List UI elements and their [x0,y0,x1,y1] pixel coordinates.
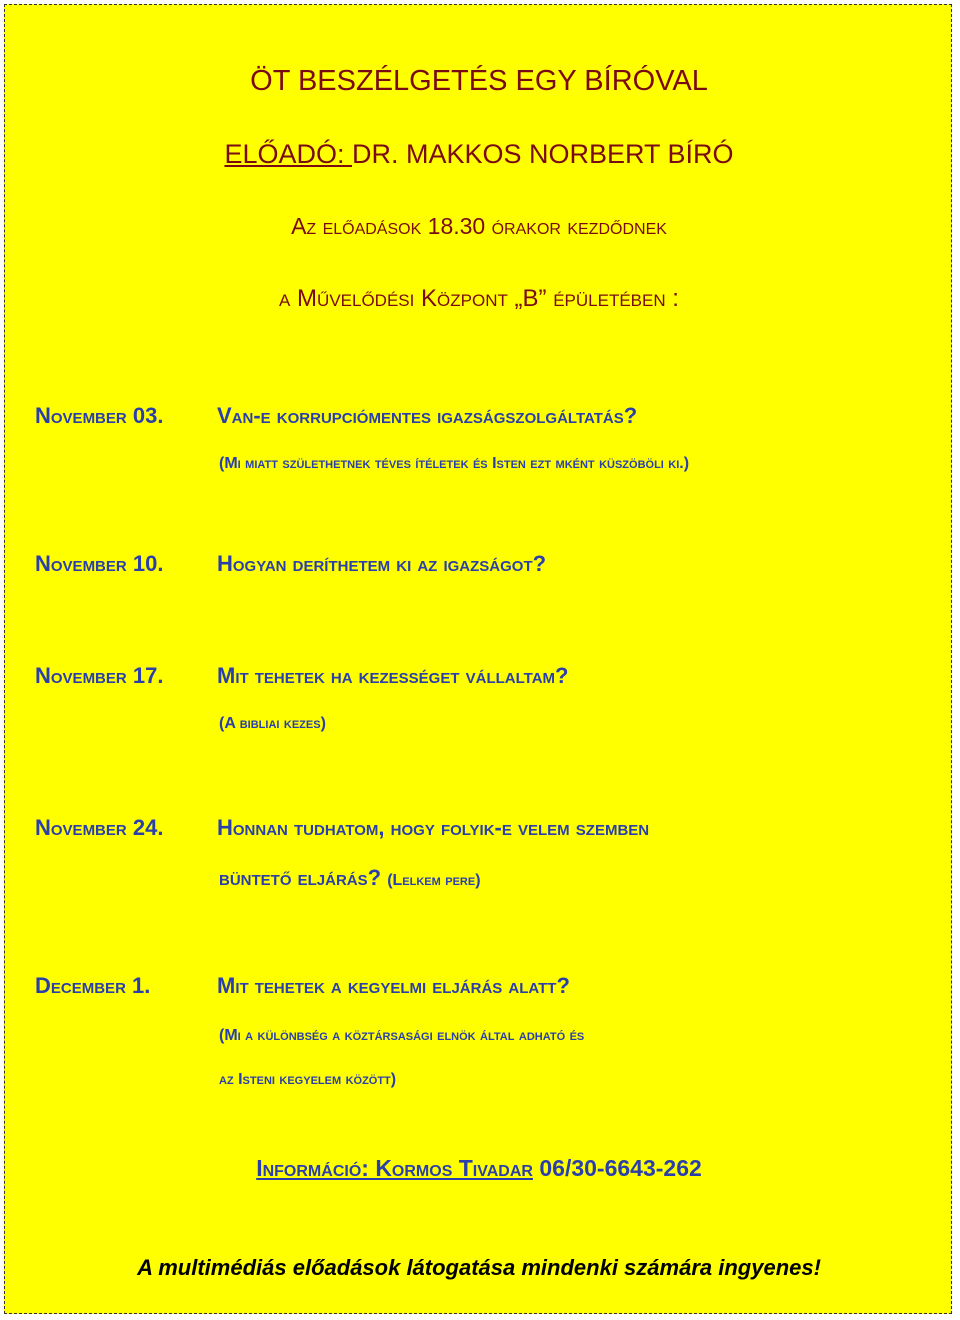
footer-note: A multimédiás előadások látogatása mindenki számára ingyenes! [137,1255,821,1280]
session-date: December 1. [35,973,151,998]
session-1 [35,403,637,429]
presenter-line [5,139,953,170]
session-title-continued: büntető eljárás? [219,865,382,890]
session-4-title-line2 [219,865,481,891]
session-5 [35,973,570,999]
session-title: Hogyan deríthetem ki az igazságot? [217,551,547,576]
start-time-info: Az előadások 18.30 órakor kezdődnek [291,213,667,239]
poster-title: ÖT BESZÉLGETÉS EGY BÍRÓVAL [250,65,708,97]
session-title: Mit tehetek a kegyelmi eljárás alatt? [217,973,570,998]
session-5-subtitle: (Mi a különbség a köztársasági elnök által adható és [219,1027,585,1044]
session-title: Honnan tudhatom, hogy folyik-e velem szemben [217,815,650,840]
session-date: November 24. [35,815,164,840]
session-date: November 10. [35,551,164,576]
session-2 [35,551,546,577]
session-date: November 17. [35,663,164,688]
session-title: Van-e korrupciómentes igazságszolgáltatás? [217,403,638,428]
session-3-subtitle: (A bibliai kezes) [219,715,326,732]
presenter-label: ELŐADÓ: [224,139,352,169]
contact-info [5,1155,953,1182]
contact-phone: 06/30-6643-262 [539,1155,702,1181]
session-1-subtitle: (Mi miatt születhetnek téves ítéletek és Isten ezt mként küszöböli ki.) [219,455,690,472]
session-title: Mit tehetek ha kezességet vállaltam? [217,663,569,688]
poster [4,4,952,1314]
contact-label: Információ: Kormos Tivadar [256,1155,533,1181]
session-3 [35,663,569,689]
session-4 [35,815,649,841]
presenter-name: DR. MAKKOS NORBERT BÍRÓ [351,139,734,169]
session-date: November 03. [35,403,164,428]
venue-info: a Művelődési Központ „B” épületében : [279,285,679,312]
session-5-subtitle-line2: az Isteni kegyelem között) [219,1071,397,1088]
session-4-subtitle: (Lelkem pere) [387,872,481,889]
